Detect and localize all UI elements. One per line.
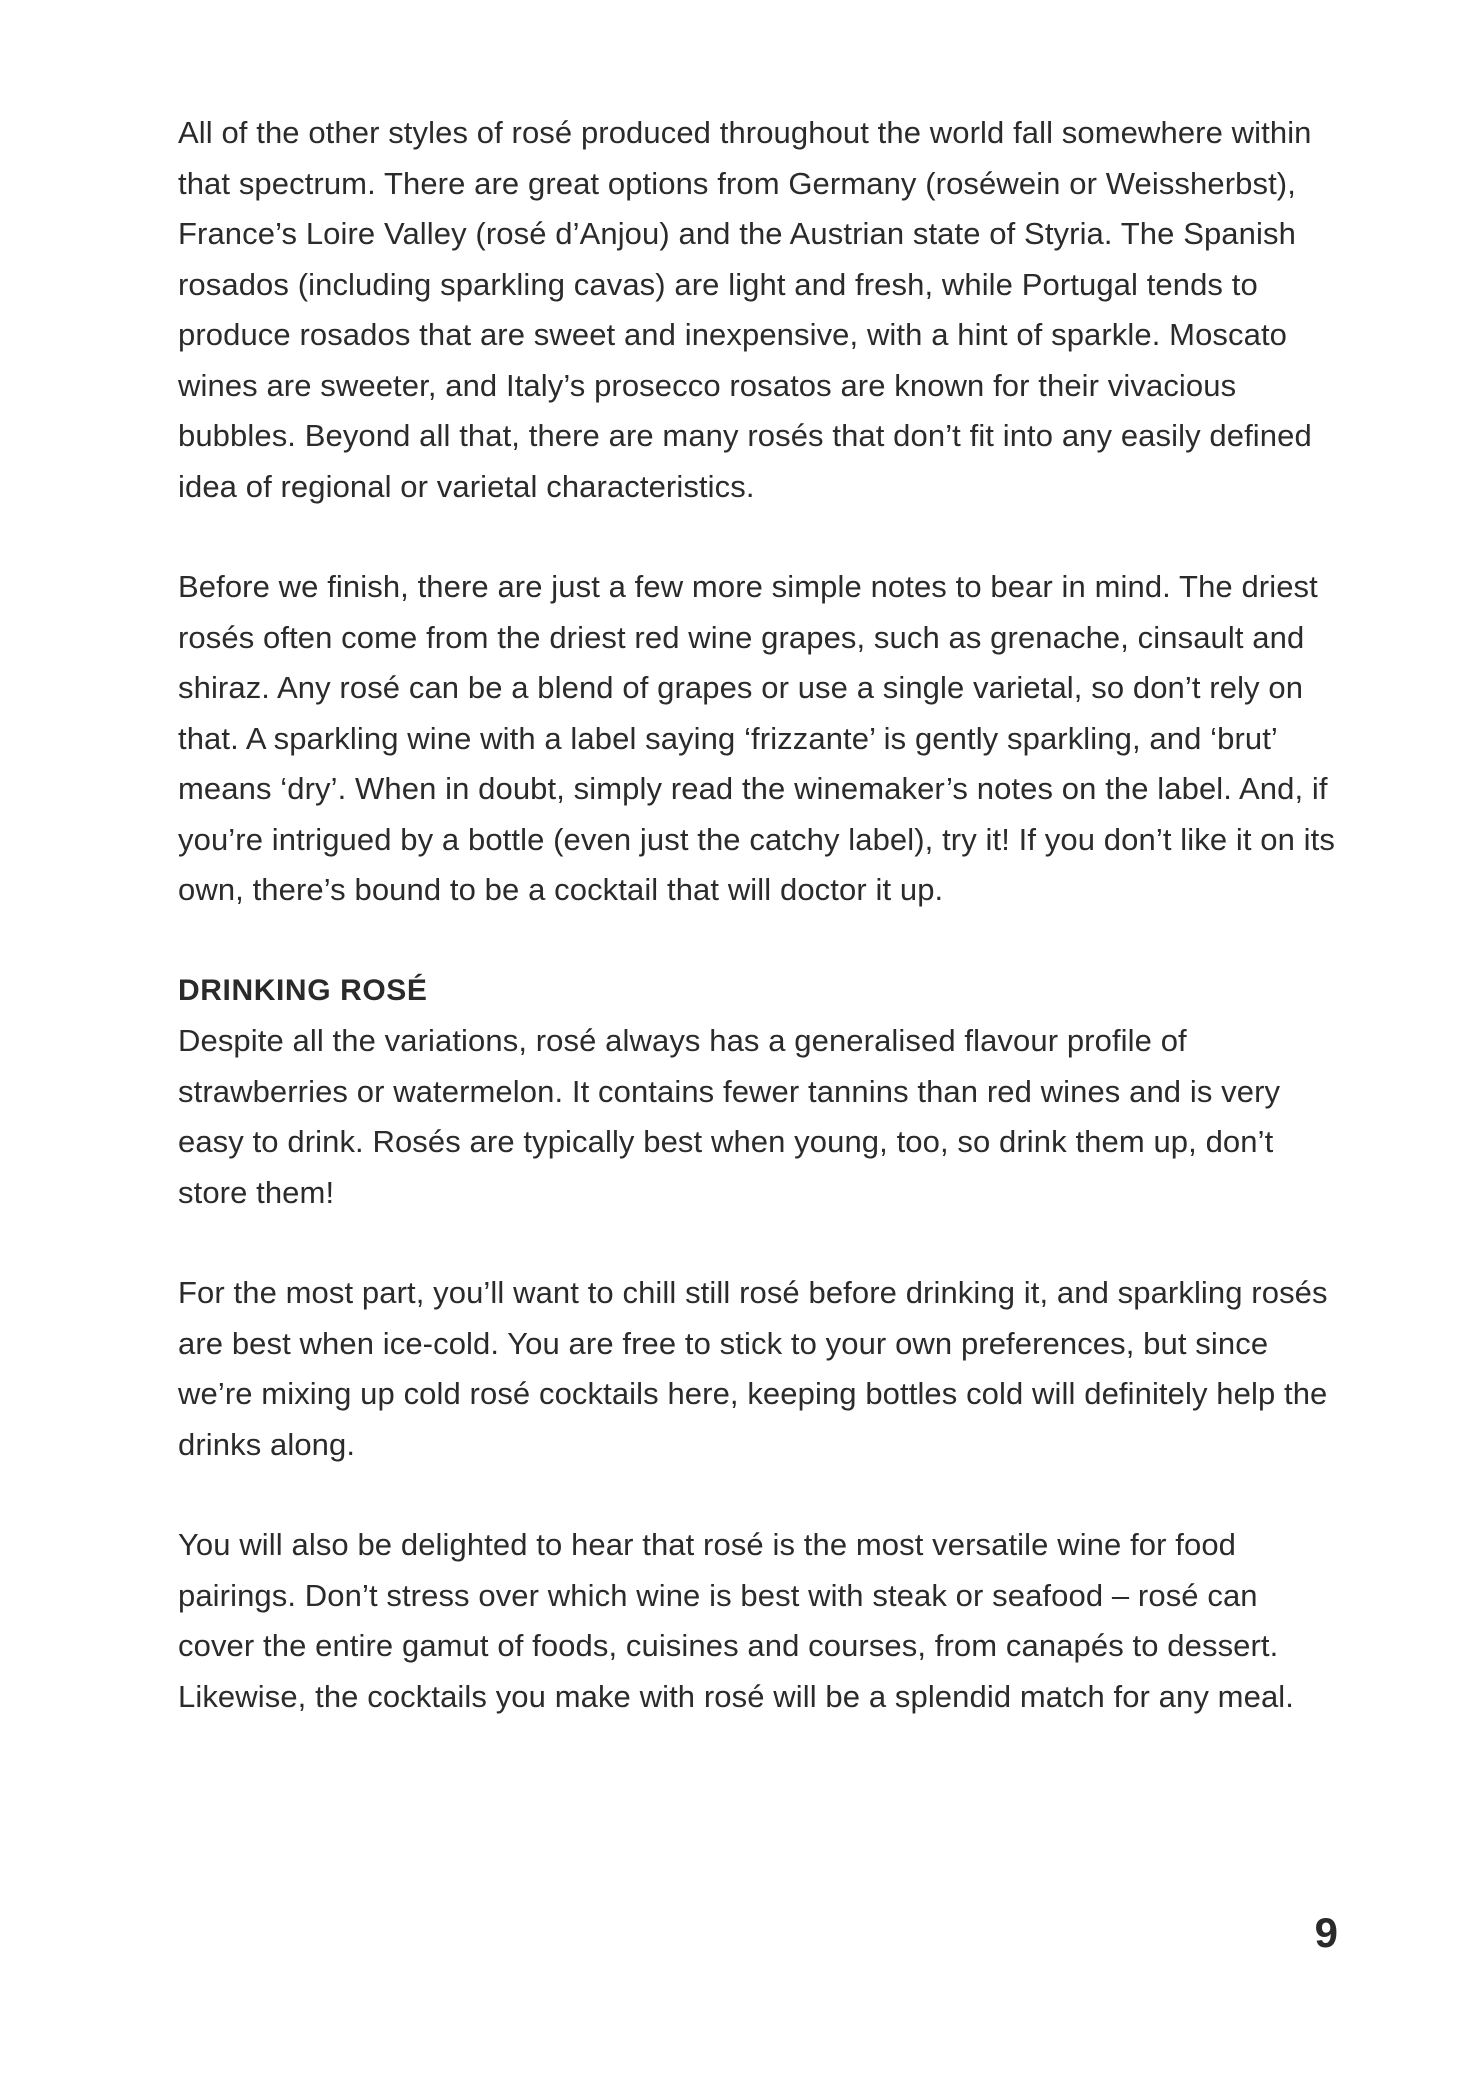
section-paragraph-3: You will also be delighted to hear that rosé is the most versatile wine for food pairings. Don’t stress over which wine is best with steak or seafood – rosé can cover the entire gamut of foods, cuisines and courses, from canapés to dessert. Likewise, the cocktails you make with rosé will be a splendid match for any meal. [178,1527,1294,1714]
intro-paragraph-2: Before we finish, there are just a few more simple notes to bear in mind. The driest rosés often come from the driest red wine grapes, such as grenache, cinsault and shiraz. Any rosé can be a blend of grapes or use a single varietal, so don’t rely on that. A sparkling wine with a label saying ‘frizzante’ is gently sparkling, and ‘brut’ means ‘dry’. When in doubt, simply read the winemaker’s notes on the label. And, if you’re intrigued by a bottle (even just the catchy label), try it! If you don’t like it on its own, there’s bound to be a cocktail that will doctor it up. [178,569,1335,907]
section-heading: DRINKING ROSÉ [178,973,428,1007]
section-paragraph-1: Despite all the variations, rosé always has a generalised flavour profile of strawberries or watermelon. It contains fewer tannins than red wines and is very easy to drink. Rosés are typically best when young, too, so drink them up, don’t store them! [178,1023,1281,1210]
intro-paragraph-1: All of the other styles of rosé produced throughout the world fall somewhere within that spectrum. There are great options from Germany (roséwein or Weissherbst), France’s Loire Valley (rosé d’Anjou) and the Austrian state of Styria. The Spanish rosados (including sparkling cavas) are light and fresh, while Portugal tends to produce rosados that are sweet and inexpensive, with a hint of sparkle. Moscato wines are sweeter, and Italy’s prosecco rosatos are known for their vivacious bubbles. Beyond all that, there are many rosés that don’t fit into any easily defined idea of regional or varietal characteristics. [178,115,1312,504]
page-content [178,108,1338,1772]
page-number: 9 [1314,1909,1338,1956]
section-paragraph-2: For the most part, you’ll want to chill still rosé before drinking it, and sparkling rosés are best when ice-cold. You are free to stick to your own preferences, but since we’re mixing up cold rosé cocktails here, keeping bottles cold will definitely help the drinks along. [178,1275,1328,1462]
